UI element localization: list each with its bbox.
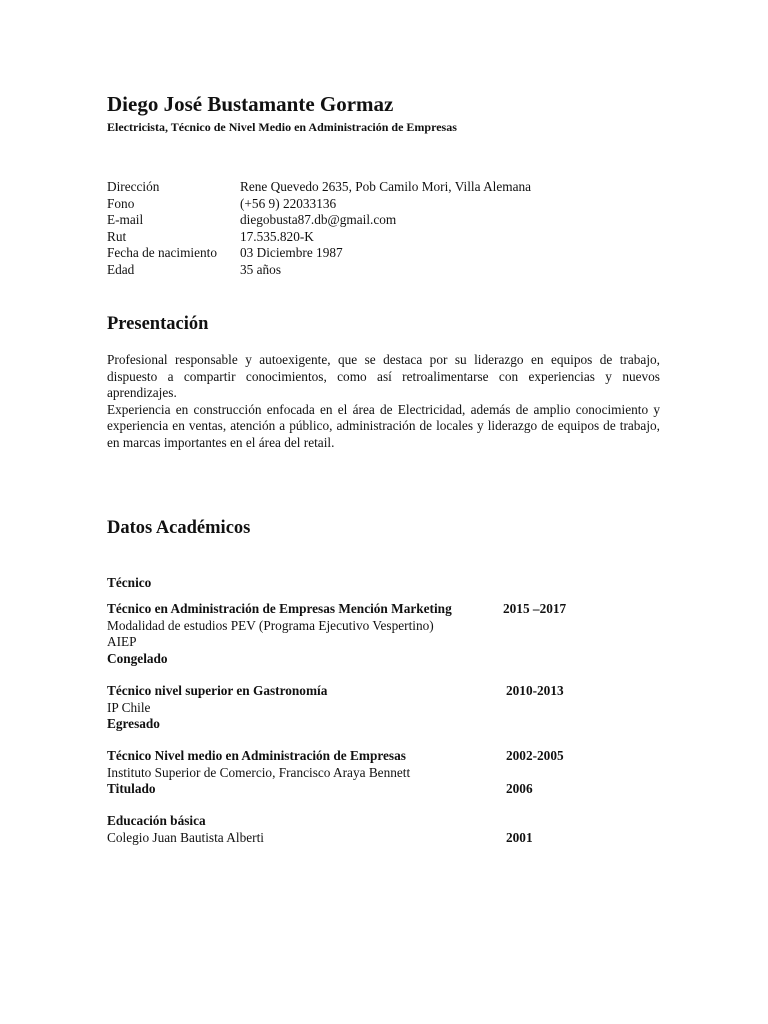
entry-status: Egresado [107, 716, 160, 731]
info-value: (+56 9) 22033136 [240, 195, 337, 211]
entry-title: Educación básica [107, 813, 206, 828]
entry-detail: AIEP [107, 634, 137, 649]
academic-entry [107, 683, 587, 733]
academic-entry [107, 601, 587, 667]
entry-detail: Instituto Superior de Comercio, Francisco Araya Bennett [107, 764, 411, 780]
info-value: 17.535.820-K [240, 228, 314, 244]
entry-detail: Modalidad de estudios PEV (Programa Ejecutivo Vespertino) [107, 617, 434, 633]
info-value: diegobusta87.db@gmail.com [240, 212, 397, 227]
info-label: Dirección [107, 179, 160, 194]
section-title-academic: Datos Académicos [107, 518, 251, 538]
entry-years: 2010-2013 [506, 683, 564, 698]
entry-status: Congelado [107, 650, 168, 666]
academic-entry [107, 748, 587, 798]
info-row-phone [107, 196, 531, 213]
entry-detail-year: 2001 [506, 829, 533, 845]
info-label: Fecha de nacimiento [107, 245, 218, 260]
presentation-paragraph: Profesional responsable y autoexigente, que se destaca por su liderazgo en equipos de trabajo, dispuesto a compartir conocimientos, como así retroalimentarse con experiencias y nuevos aprendizajes. [107, 352, 660, 400]
entry-title: Técnico nivel superior en Gastronomía [107, 683, 328, 698]
info-row-address [107, 179, 531, 196]
entry-years: 2002-2005 [506, 748, 564, 763]
info-row-rut [107, 229, 531, 246]
info-row-email [107, 212, 531, 229]
info-label: E-mail [107, 212, 144, 227]
cv-subtitle: Electricista, Técnico de Nivel Medio en Administración de Empresas [107, 120, 457, 134]
info-row-birthdate [107, 245, 531, 262]
entry-detail: Colegio Juan Bautista Alberti [107, 829, 264, 845]
info-label: Edad [107, 261, 135, 277]
entry-detail: IP Chile [107, 699, 151, 715]
entry-title: Técnico Nivel medio en Administración de Empresas [107, 748, 406, 763]
info-label: Fono [107, 195, 135, 211]
entry-years: 2015 –2017 [503, 601, 567, 616]
section-title-presentation: Presentación [107, 314, 209, 334]
academic-category: Técnico [107, 575, 152, 590]
presentation-text [107, 352, 660, 451]
info-value: 03 Diciembre 1987 [240, 245, 343, 260]
info-label: Rut [107, 228, 127, 244]
academic-entry [107, 813, 587, 846]
entry-status-year: 2006 [506, 781, 533, 796]
personal-info [107, 179, 531, 278]
entry-status: Titulado [107, 781, 156, 796]
entry-title: Técnico en Administración de Empresas Mención Marketing [107, 601, 452, 616]
info-value: Rene Quevedo 2635, Pob Camilo Mori, Villa Alemana [240, 179, 532, 194]
info-row-age [107, 262, 531, 279]
cv-name: Diego José Bustamante Gormaz [107, 92, 394, 116]
presentation-paragraph: Experiencia en construcción enfocada en el área de Electricidad, además de amplio conocimiento y experiencia en ventas, atención a público, administración de locales y liderazgo de equipos de trabajo, en marcas importantes en el área del retail. [107, 401, 660, 450]
info-value: 35 años [240, 261, 281, 277]
